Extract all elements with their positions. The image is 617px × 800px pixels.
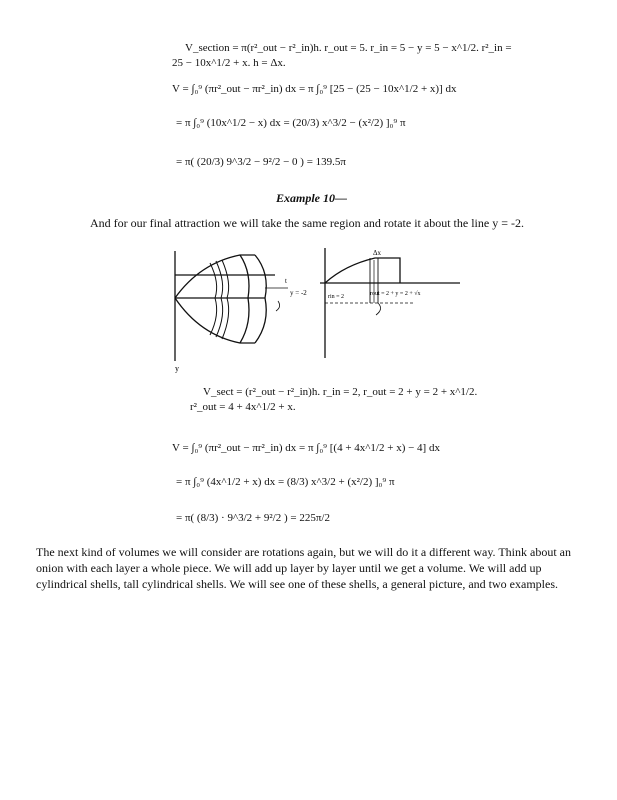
closing-line-1: The next kind of volumes we will consider are rotations again, but we will do it a different way. Think about an bbox=[36, 545, 571, 559]
intro-paragraph: And for our final attraction we will take the same region and rotate it about the line y = -2. bbox=[90, 216, 524, 230]
left-solid-figure bbox=[175, 251, 288, 361]
rotation-figures bbox=[170, 243, 460, 373]
rin-label: rin = 2 bbox=[328, 294, 345, 300]
rout-label: rout = 2 + y = 2 + √x bbox=[370, 291, 421, 297]
vsect-definition-line2: r²_out = 4 + 4x^1/2 + x. bbox=[190, 401, 296, 413]
vsection-definition-line1: V_section = π(r²_out − r²_in)h. r_out = 5. r_in = 5 − y = 5 − x^1/2. r²_in = bbox=[185, 42, 512, 54]
left-axis-y-label: y bbox=[175, 364, 179, 373]
left-axis-t-label: t bbox=[285, 277, 287, 285]
right-region-figure bbox=[320, 248, 460, 358]
dx-label: Δx bbox=[373, 249, 382, 257]
volume-equation-2: = π ∫₀⁹ (10x^1/2 − x) dx = (20/3) x^3/2 − (x²/2) ]₀⁹ π bbox=[176, 117, 406, 129]
closing-line-2: onion with each layer a whole piece. We will add up layer by layer until we get a volume. We will add up bbox=[36, 561, 542, 575]
volume2-equation-3: = π( (8/3) · 9^3/2 + 9²/2 ) = 225π/2 bbox=[176, 512, 330, 524]
left-line-label: y = -2 bbox=[290, 289, 307, 297]
volume-equation-3: = π( (20/3) 9^3/2 − 9²/2 − 0 ) = 139.5π bbox=[176, 156, 346, 168]
volume2-equation-1: V = ∫₀⁹ (πr²_out − πr²_in) dx = π ∫₀⁹ [(4 + 4x^1/2 + x) − 4] dx bbox=[172, 442, 440, 454]
volume-equation-1: V = ∫₀⁹ (πr²_out − πr²_in) dx = π ∫₀⁹ [25 − (25 − 10x^1/2 + x)] dx bbox=[172, 83, 457, 95]
volume2-equation-2: = π ∫₀⁹ (4x^1/2 + x) dx = (8/3) x^3/2 + (x²/2) ]₀⁹ π bbox=[176, 476, 395, 488]
closing-line-3: cylindrical shells, tall cylindrical shells. We will see one of these shells, a general picture, and two examples. bbox=[36, 577, 558, 591]
vsect-definition-line1: V_sect = (r²_out − r²_in)h. r_in = 2, r_out = 2 + y = 2 + x^1/2. bbox=[203, 386, 478, 398]
example-title: Example 10— bbox=[276, 191, 347, 205]
vsection-definition-line2: 25 − 10x^1/2 + x. h = Δx. bbox=[172, 57, 286, 69]
